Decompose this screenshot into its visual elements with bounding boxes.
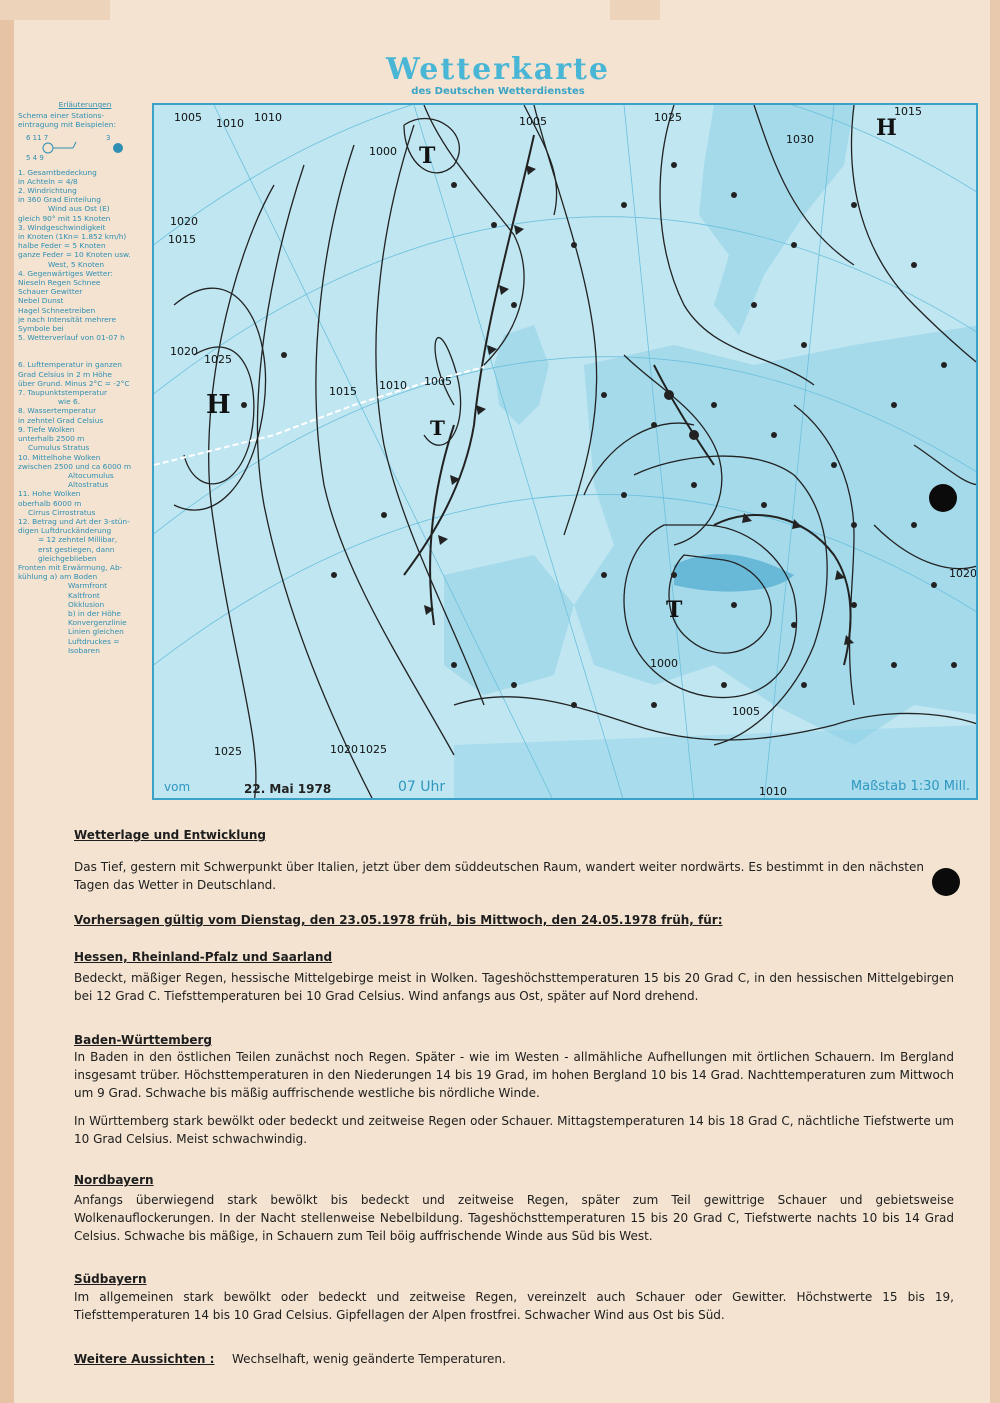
legend-line: 4. Gegenwärtiges Wetter: — [18, 268, 113, 278]
legend-line: Konvergenzlinie — [68, 618, 127, 628]
legend-line: 8. Wassertemperatur — [18, 406, 97, 416]
heading-vorhersage: Vorhersagen gültig vom Dienstag, den 23.05.1978 früh, bis Mittwoch, den 24.05.1978 früh, für: — [74, 913, 723, 927]
legend-line: erst gestiegen, dann — [38, 544, 115, 554]
legend-line: ganze Feder = 10 Knoten usw. — [18, 250, 131, 260]
legend-line: je nach Intensität mehrere — [18, 314, 117, 324]
legend-line: b) in der Höhe — [68, 608, 121, 618]
isobar-label: 1020 — [330, 743, 358, 756]
legend-line: gleichgeblieben — [38, 553, 97, 563]
tape-strip-right — [610, 0, 660, 20]
legend-line: Schema einer Stations- — [18, 111, 105, 121]
isobar-label: 1030 — [786, 133, 814, 146]
legend-line: 1. Gesamtbedeckung — [18, 167, 97, 177]
low-pressure-north: T — [419, 143, 436, 169]
isobar-label: 1000 — [369, 145, 397, 158]
legend-line: Isobaren — [68, 645, 100, 655]
legend-line: Cirrus Cirrostratus — [28, 507, 96, 517]
heading-baden-wuerttemberg: Baden-Württemberg — [74, 1033, 213, 1047]
heading-hessen: Hessen, Rheinland-Pfalz und Saarland — [74, 950, 333, 964]
isobar-label: 1025 — [204, 353, 232, 366]
isobar-label: 1005 — [519, 115, 547, 128]
legend-line: 11. Hohe Wolken — [18, 489, 81, 499]
high-pressure-west: H — [206, 390, 231, 420]
legend-line: West, 5 Knoten — [48, 259, 105, 269]
svg-text:3: 3 — [106, 133, 111, 142]
punch-hole-bottom — [932, 868, 960, 896]
legend-heading: Erläuterungen — [58, 100, 112, 109]
tape-strip-left — [0, 0, 110, 20]
land-british-isles — [494, 325, 549, 425]
isobar-label: 1005 — [174, 111, 202, 124]
legend-line: eintragung mit Beispielen: — [18, 120, 116, 130]
heading-suedbayern: Südbayern — [74, 1272, 147, 1286]
legend-line: 3. Windgeschwindigkeit — [18, 222, 106, 232]
page-title: Wetterkarte — [386, 52, 610, 87]
legend-line: in Achteln = 4/8 — [18, 176, 78, 186]
paper-edge-left — [0, 0, 14, 1403]
legend-line: zwischen 2500 und ca 6000 m — [18, 461, 132, 471]
legend-line: 9. Tiefe Wolken — [18, 424, 75, 434]
isobar-label: 1025 — [654, 111, 682, 124]
isobar-label: 1000 — [650, 657, 678, 670]
low-pressure-atlantic: T — [430, 416, 445, 440]
map-date: 22. Mai 1978 — [244, 782, 332, 796]
land-iberia — [444, 555, 574, 695]
map-time: 07 Uhr — [398, 779, 446, 795]
heading-weitere-aussichten: Weitere Aussichten : — [74, 1352, 215, 1366]
isobar-label: 1020 — [170, 345, 198, 358]
svg-text:6 11 7: 6 11 7 — [26, 133, 49, 142]
legend-line: Altostratus — [68, 480, 109, 490]
legend-line: über Grund. Minus 2°C = -2°C — [18, 378, 130, 388]
legend-line: digen Luftdruckänderung — [18, 526, 112, 536]
isobar-label: 1015 — [329, 385, 357, 398]
legend-line: = 12 zehntel Millibar, — [38, 535, 118, 545]
isobar-label: 1020 — [170, 215, 198, 228]
paper-edge-right — [990, 0, 1000, 1403]
paragraph-hessen: Bedeckt, mäßiger Regen, hessische Mittelgebirge meist in Wolken. Tageshöchsttemperaturen 15 bis 20 Grad C, in den hessischen Mittelgebirgen bei 12 Grad C. Tiefsttemperaturen bei 10 Grad Celsius. Wind anfangs aus Ost, später auf Nord drehend. — [74, 971, 954, 1003]
legend-line: Fronten mit Erwärmung, Ab- — [18, 562, 123, 572]
isobar-label: 1010 — [379, 379, 407, 392]
legend-line: Grad Celsius in 2 m Höhe — [18, 369, 112, 379]
station-schema-icon — [18, 130, 148, 168]
isobar-label: 1005 — [732, 705, 760, 718]
legend-line: Linien gleichen — [68, 627, 124, 637]
legend-line: unterhalb 2500 m — [18, 434, 85, 444]
isobar-label: 1025 — [214, 745, 242, 758]
weather-map — [152, 103, 978, 800]
legend-station-schema — [18, 130, 152, 168]
map-vom-label: vom — [164, 780, 191, 794]
paragraph-wetterlage: Das Tief, gestern mit Schwerpunkt über Italien, jetzt über dem süddeutschen Raum, wandert weiter nordwärts. Es bestimmt in den nächsten Tagen das Wetter in Deutschland. — [74, 860, 924, 892]
legend-line: gleich 90° mit 15 Knoten — [18, 213, 111, 223]
legend-line: Cumulus Stratus — [28, 443, 90, 453]
legend-line: Symbole bei — [18, 324, 64, 334]
map-legend — [18, 100, 152, 820]
isobar-label: 1015 — [168, 233, 196, 246]
weather-map-graphic — [154, 105, 978, 800]
isobar-label: 1025 — [359, 743, 387, 756]
legend-line: Okklusion — [68, 599, 105, 609]
legend-spacer — [18, 342, 152, 360]
heading-wetterlage: Wetterlage und Entwicklung — [74, 828, 267, 842]
legend-line: 10. Mittelhohe Wolken — [18, 452, 101, 462]
legend-line: 2. Windrichtung — [18, 186, 77, 196]
map-scale: Maßstab 1:30 Mill. — [850, 779, 970, 794]
legend-line: Nieseln Regen Schnee — [18, 278, 101, 288]
legend-line: Kaltfront — [68, 590, 100, 600]
legend-line: kühlung a) am Boden — [18, 572, 98, 582]
legend-line: in 360 Grad Einteilung — [18, 195, 101, 205]
legend-line: halbe Feder = 5 Knoten — [18, 241, 106, 251]
legend-line: 7. Taupunktstemperatur — [18, 388, 108, 398]
punch-hole-top — [929, 484, 957, 512]
legend-line: Warmfront — [68, 581, 108, 591]
paragraph-wuerttemberg: In Württemberg stark bewölkt oder bedeckt und zeitweise Regen oder Schauer. Mittagstemperaturen 14 bis 18 Grad C, nächtliche Tiefstwerte um 10 Grad Celsius. Meist schwachwindig. — [74, 1114, 954, 1146]
legend-line: Altocumulus — [68, 470, 114, 480]
legend-line: 12. Betrag und Art der 3-stün- — [18, 516, 130, 526]
legend-line: Nebel Dunst — [18, 296, 64, 306]
legend-line: Luftdruckes = — [68, 636, 120, 646]
paragraph-nordbayern: Anfangs überwiegend stark bewölkt bis bedeckt und zeitweise Regen, später zum Teil gewittrige Schauer und gebietsweise Wolkenauflockerungen. In der Nacht stellenweise Nebelbildung. Tageshöchsttemperaturen 15 bis 20 Grad C, Tiefstwerte nachts 10 bis 14 Grad Celsius. Schwache bis mäßige, in Schauern zum Teil böig auffrischende Winde aus Süd bis West. — [74, 1193, 954, 1243]
svg-text:5 4 9: 5 4 9 — [26, 153, 44, 162]
isobar-label: 1010 — [759, 785, 787, 798]
high-pressure-northeast: H — [876, 115, 897, 141]
page-subtitle: des Deutschen Wetterdienstes — [411, 86, 585, 97]
legend-line: in zehntel Grad Celsius — [18, 415, 104, 425]
legend-line: oberhalb 6000 m — [18, 498, 82, 508]
legend-line: Schauer Gewitter — [18, 287, 83, 297]
isobar-label: 1020 — [949, 567, 977, 580]
paragraph-baden: In Baden in den östlichen Teilen zunächst noch Regen. Später - wie im Westen - allmähliche Aufhellungen mit örtlichen Schauern. Im Bergland insgesamt trüber. Höchsttemperaturen in den Niederungen 14 bis 19 Grad, im hohen Bergland 10 bis 14 Grad. Nachttemperaturen zum Mittwoch um 9 Grad. Schwache bis mäßig auffrischende westliche bis nördliche Winde. — [74, 1050, 954, 1100]
heading-nordbayern: Nordbayern — [74, 1173, 154, 1187]
legend-line: 5. Wetterverlauf von 01-07 h — [18, 333, 125, 343]
paragraph-weitere-aussichten: Wechselhaft, wenig geänderte Temperaturen. — [232, 1352, 506, 1366]
legend-line: Hagel Schneetreiben — [18, 305, 96, 315]
paragraph-suedbayern: Im allgemeinen stark bewölkt oder bedeckt und zeitweise Regen, vereinzelt auch Schauer oder Gewitter. Höchstwerte 15 bis 19, Tiefsttemperaturen 14 bis 10 Grad Celsius. Gipfellagen der Alpen frostfrei. Schwacher Wind aus Ost bis Süd. — [74, 1290, 954, 1322]
legend-line: in Knoten (1Kn= 1.852 km/h) — [18, 232, 127, 242]
legend-line: 6. Lufttemperatur in ganzen — [18, 360, 122, 370]
isobar-label: 1015 — [894, 105, 922, 118]
isobar-label: 1005 — [424, 375, 452, 388]
isobar-label: 1010 — [216, 117, 244, 130]
low-pressure-south: T — [666, 597, 683, 623]
isobar-label: 1010 — [254, 111, 282, 124]
legend-line: Wind aus Ost (E) — [48, 204, 110, 214]
legend-line: wie 6. — [58, 397, 81, 407]
